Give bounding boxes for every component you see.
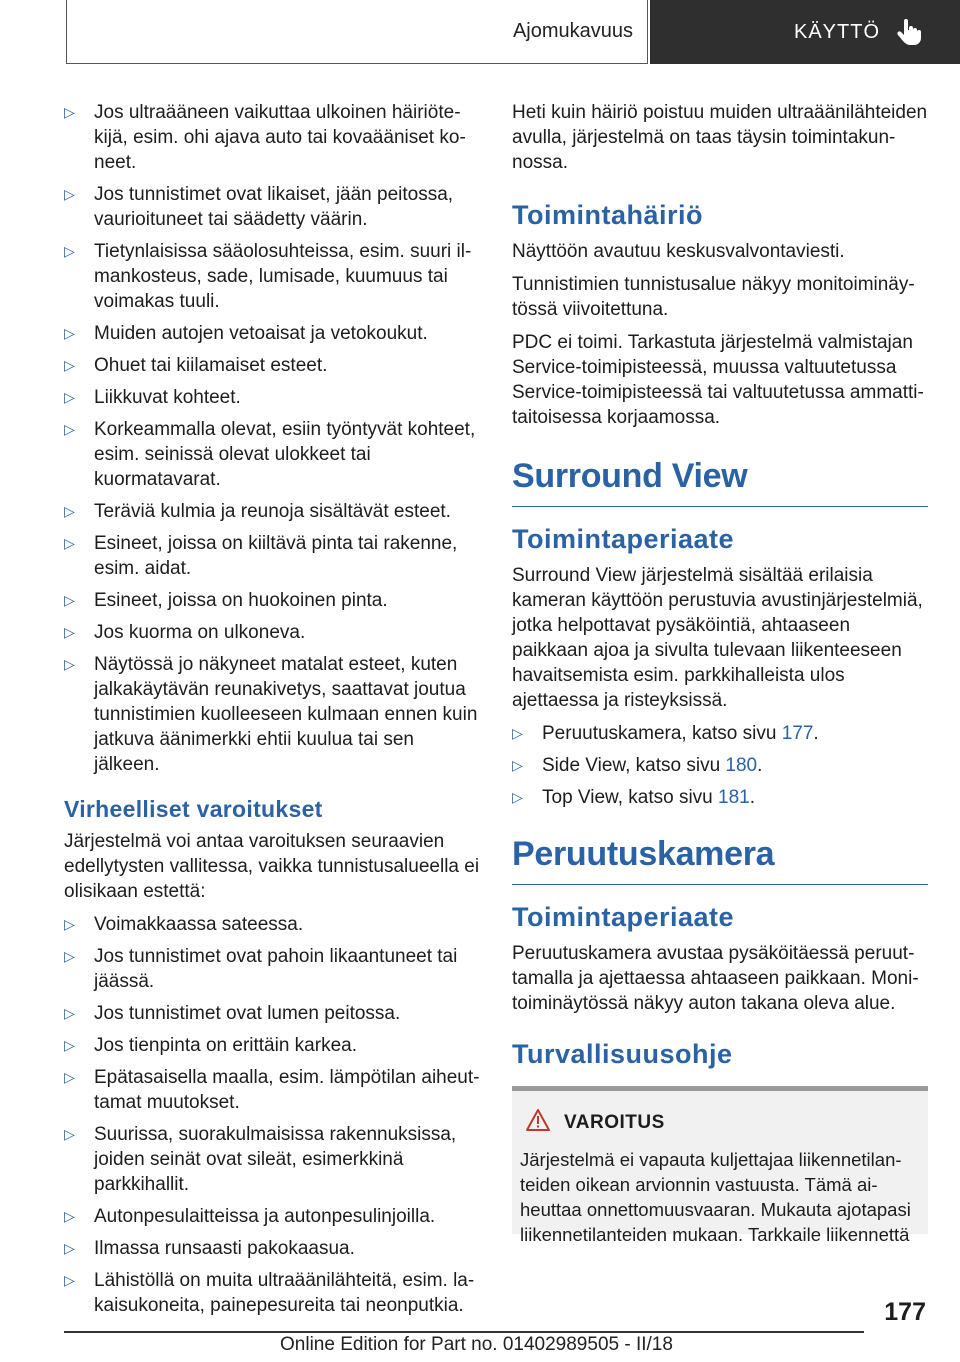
list-item: ▷ Lähistöllä on muita ultraäänilähteitä, esim. lakaisukoneita, painepesureita tai neonputkia. xyxy=(64,1268,480,1318)
false-warnings-intro: Järjestelmä voi antaa varoituksen seuraavien edellytysten vallitessa, vaikka tunnistusalueella ei olisikaan estettä: xyxy=(64,831,480,902)
fault-paragraph-2: Tunnistimien tunnistusalue näkyy monitoiminäytössä viivoitettuna. xyxy=(512,274,915,320)
footer-divider xyxy=(64,1331,864,1333)
list-item: ▷ Tietynlaisissa sääolosuhteissa, esim. suuri ilmankosteus, sade, lumisade, kuumuus tai voimakas tuuli. xyxy=(64,239,480,314)
hand-pointer-icon xyxy=(896,18,922,46)
list-item: ▷ Ohuet tai kiilamaiset esteet. xyxy=(64,353,480,378)
surround-principle-heading: Toimintaperiaate xyxy=(512,524,735,554)
warning-box xyxy=(512,1086,928,1245)
list-item: ▷ Jos tunnistimet ovat lumen peitossa. xyxy=(64,1001,480,1026)
list-item: ▷ Näytössä jo näkyneet matalat esteet, kuten jalkakäytävän reunakivetys, saattavat joutua tunnistimien kuolleeseen kulmaan ennen kuin jatkuva äänimerkki ehtii kuulua tai sen jälkeen. xyxy=(64,652,480,777)
fault-paragraph-1: Näyttöön avautuu keskusvalvontaviesti. xyxy=(512,241,845,262)
list-item: ▷ Peruutuskamera, katso sivu 177. xyxy=(512,721,928,746)
list-item: ▷ Esineet, joissa on kiiltävä pinta tai rakenne, esim. aidat. xyxy=(64,531,480,581)
edition-footer: Online Edition for Part no. 01402989505 - II/18 xyxy=(280,1334,673,1355)
list-item: ▷ Suurissa, suorakulmaisissa rakennuksissa, joiden seinät ovat sileät, esimerkkinä parkkihallit. xyxy=(64,1122,480,1197)
list-item: ▷ Epätasaisella maalla, esim. lämpötilan aiheuttamat muutokset. xyxy=(64,1065,480,1115)
safety-heading: Turvallisuusohje xyxy=(512,1039,733,1069)
surround-paragraph: Surround View järjestelmä sisältää erilaisia kameran käyttöön perustuvia avustinjärjestelmiä, jotka helpottavat pysäköintiä, ahtaaseen paikkaan ajoa ja sivulta tulevaan liikenteeseen havaitsemista esim. parkkihalleista ulos ajettaessa ja risteyksissä. xyxy=(512,565,923,711)
warning-text: Järjestelmä ei vapauta kuljettajaa liikennetilanteiden oikean arvionnin vastuusta. Tämä aiheuttaa onnettomuusvaaran. Mukauta ajotapasi liikennetilanteiden mukaan. Tarkkaile liikennettä xyxy=(520,1149,911,1245)
surround-view-heading: Surround View xyxy=(512,456,928,507)
list-item: ▷ Autonpesulaitteissa ja autonpesulinjoilla. xyxy=(64,1204,480,1229)
list-item: ▷ Side View, katso sivu 180. xyxy=(512,753,928,778)
list-item: ▷ Top View, katso sivu 181. xyxy=(512,785,928,810)
list-item: ▷ Liikkuvat kohteet. xyxy=(64,385,480,410)
false-warnings-heading: Virheelliset varoitukset xyxy=(64,796,323,822)
camera-paragraph: Peruutuskamera avustaa pysäköitäessä peruuttamalla ja ajettaessa ahtaaseen paikkaan. Monitoiminäytössä näkyy auton takana oleva alue. xyxy=(512,943,919,1014)
page-link[interactable]: 181 xyxy=(718,787,750,808)
cross-reference-list xyxy=(512,721,928,810)
list-item: ▷ Muiden autojen vetoaisat ja vetokoukut. xyxy=(64,321,480,346)
rear-camera-heading: Peruutuskamera xyxy=(512,834,928,885)
list-item: ▷ Esineet, joissa on huokoinen pinta. xyxy=(64,588,480,613)
list-item: ▷ Ilmassa runsaasti pakokaasua. xyxy=(64,1236,480,1261)
warning-title: VAROITUS xyxy=(564,1112,665,1133)
list-item: ▷ Jos kuorma on ulkoneva. xyxy=(64,620,480,645)
list-item: ▷ Voimakkaassa sateessa. xyxy=(64,912,480,937)
list-item: ▷ Korkeammalla olevat, esiin työntyvät kohteet, esim. seinissä olevat ulokkeet tai kuormatavarat. xyxy=(64,417,480,492)
page-number: 177 xyxy=(884,1298,926,1326)
list-item: ▷ Jos tunnistimet ovat pahoin likaantuneet tai jäässä. xyxy=(64,944,480,994)
limitation-list xyxy=(64,100,480,777)
list-item: ▷ Teräviä kulmia ja reunoja sisältävät esteet. xyxy=(64,499,480,524)
false-warnings-list xyxy=(64,912,480,1318)
list-item: ▷ Jos tienpinta on erittäin karkea. xyxy=(64,1033,480,1058)
chapter-tab[interactable] xyxy=(66,0,648,64)
right-column xyxy=(512,100,928,1245)
fault-heading: Toimintahäiriö xyxy=(512,200,704,230)
warning-triangle-icon xyxy=(526,1109,550,1137)
page-link[interactable]: 180 xyxy=(725,755,758,776)
page-link[interactable]: 177 xyxy=(781,723,814,744)
list-item: ▷ Jos ultraääneen vaikuttaa ulkoinen häiriötekijä, esim. ohi ajava auto tai kovaääniset koneet. xyxy=(64,100,480,175)
section-header[interactable] xyxy=(650,0,960,64)
camera-principle-heading: Toimintaperiaate xyxy=(512,902,735,932)
section-title: KÄYTTÖ xyxy=(793,20,880,43)
fault-paragraph-3: PDC ei toimi. Tarkastuta järjestelmä valmistajan Service-toimipisteessä, muussa valtuutetussa Service-toimipisteessä tai valtuutetussa ammattitaitoisessa korjaamossa. xyxy=(512,332,924,428)
list-item: ▷ Jos tunnistimet ovat likaiset, jään peitossa, vaurioituneet tai säädetty väärin. xyxy=(64,182,480,232)
left-column xyxy=(64,100,480,1325)
chapter-title: Ajomukavuus xyxy=(512,20,633,42)
interference-paragraph: Heti kuin häiriö poistuu muiden ultraäänilähteiden avulla, järjestelmä on taas täysin toimintakunnossa. xyxy=(512,102,928,173)
